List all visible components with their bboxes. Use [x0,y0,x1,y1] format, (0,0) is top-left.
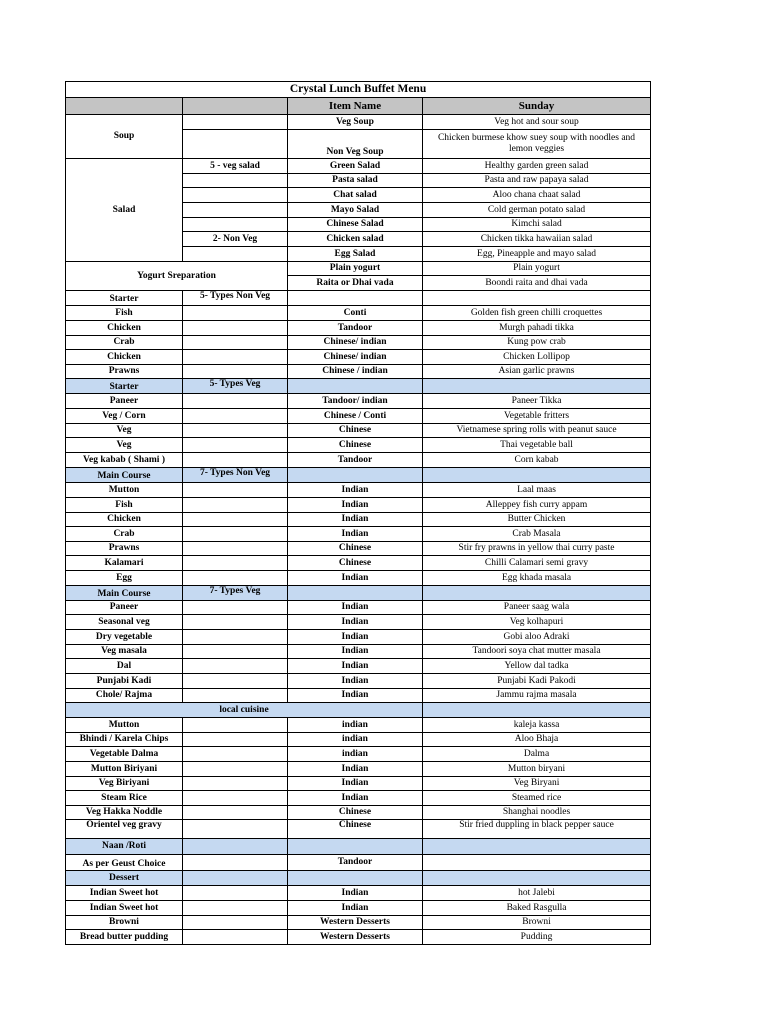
table-row [66,115,651,130]
category-cell: Naan /Roti [66,839,183,855]
category-cell: Dry vegetable [66,630,183,645]
category-cell: Orientel veg gravy [66,820,183,839]
dish-cell: Alleppey fish curry appam [423,498,651,513]
item-name-cell: Indian [288,615,423,630]
dish-cell: Corn kabab [423,453,651,468]
table-row [66,777,651,791]
dish-cell: Murgh pahadi tikka [423,321,651,336]
item-name-cell: Indian [288,791,423,806]
category-cell: Paneer [66,394,183,409]
title-row [66,82,651,98]
item-name-cell: Indian [288,901,423,916]
dish-cell: Shanghai noodles [423,806,651,820]
dish-cell: Aloo Bhaja [423,733,651,747]
item-name-cell: Chinese [288,556,423,571]
category-cell: Starter [66,291,183,306]
category-cell: Dal [66,659,183,674]
item-name-cell: Egg Salad [288,247,423,262]
table-row [66,659,651,674]
category-cell: Indian Sweet hot [66,901,183,916]
dish-cell: Baked Rasgulla [423,901,651,916]
dish-cell: Vegetable fritters [423,409,651,424]
category-cell: Chicken [66,321,183,336]
category-cell: Crab [66,527,183,542]
item-name-cell: Tandoor [288,855,423,871]
item-name-cell: Indian [288,513,423,527]
dish-cell: Browni [423,916,651,930]
table-row [66,159,651,174]
item-name-cell: Chinese [288,424,423,438]
category-cell: Veg kabab ( Shami ) [66,453,183,468]
item-name-cell: Tandoor/ indian [288,394,423,409]
section-row [66,586,651,601]
note-cell: 7- Types Non Veg [183,468,288,483]
table-row [66,645,651,659]
category-cell: Yogurt Sreparation [66,262,288,291]
header-row [66,98,651,115]
table-row [66,762,651,777]
category-cell: Veg masala [66,645,183,659]
category-cell: Vegetable Dalma [66,747,183,762]
item-name-cell: Mayo Salad [288,203,423,218]
dish-cell: Chilli Calamari semi gravy [423,556,651,571]
table-row [66,409,651,424]
dish-cell: Crab Masala [423,527,651,542]
table-row [66,689,651,703]
category-cell: Mutton [66,483,183,498]
table-row [66,438,651,453]
table-row [66,747,651,762]
section-row [66,839,651,855]
item-name-cell: Tandoor [288,321,423,336]
dish-cell: Pasta and raw papaya salad [423,174,651,188]
item-name-cell: Indian [288,498,423,513]
table-row [66,718,651,733]
dish-cell: Aloo chana chaat salad [423,188,651,203]
category-cell: Crab [66,336,183,350]
dish-cell: Dalma [423,747,651,762]
table-row [66,615,651,630]
item-name-cell: Indian [288,483,423,498]
category-cell: Soup [66,115,183,159]
item-name-cell: Chat salad [288,188,423,203]
category-cell: Veg [66,424,183,438]
item-name-cell: indian [288,733,423,747]
item-name-cell: indian [288,718,423,733]
item-name-cell: Green Salad [288,159,423,174]
section-row [66,703,651,718]
dish-cell: Healthy garden green salad [423,159,651,174]
category-cell: Kalamari [66,556,183,571]
item-name-cell: Chinese / indian [288,365,423,379]
table-row [66,820,651,839]
table-row [66,916,651,930]
dish-cell: Plain yogurt [423,262,651,276]
table-row [66,336,651,350]
item-name-cell: Veg Soup [288,115,423,130]
dish-cell: Steamed rice [423,791,651,806]
table-row [66,601,651,615]
item-name-cell: Tandoor [288,453,423,468]
category-cell: Fish [66,498,183,513]
header-day: Sunday [423,98,651,115]
item-name-cell: Chinese [288,438,423,453]
category-cell: Chicken [66,350,183,365]
item-name-cell: indian [288,747,423,762]
table-row [66,350,651,365]
header-col1 [66,98,183,115]
category-cell: Mutton [66,718,183,733]
category-cell: Chole/ Rajma [66,689,183,703]
item-name-cell: Indian [288,527,423,542]
note-cell: 5- Types Non Veg [183,291,288,306]
dish-cell: Boondi raita and dhai vada [423,276,651,291]
dish-cell: Egg, Pineapple and mayo salad [423,247,651,262]
dish-cell: Mutton biryani [423,762,651,777]
item-name-cell: Indian [288,886,423,901]
category-cell: Main Course [66,468,183,483]
item-name-cell: Indian [288,645,423,659]
table-row [66,571,651,586]
table-row [66,630,651,645]
dish-cell: Thai vegetable ball [423,438,651,453]
category-cell: Veg Biriyani [66,777,183,791]
item-name-cell: Indian [288,674,423,689]
category-cell: Egg [66,571,183,586]
section-label: local cuisine [66,703,423,718]
dish-cell: Gobi aloo Adraki [423,630,651,645]
dish-cell: Pudding [423,930,651,945]
dish-cell: kaleja kassa [423,718,651,733]
item-name-cell: Indian [288,777,423,791]
item-name-cell: Chinese [288,820,423,839]
item-name-cell: Pasta salad [288,174,423,188]
table-row [66,365,651,379]
category-cell: Veg Hakka Noddle [66,806,183,820]
table-row [66,527,651,542]
category-cell: Prawns [66,542,183,556]
table-row [66,498,651,513]
category-cell: Chicken [66,513,183,527]
category-cell: Seasonal veg [66,615,183,630]
item-name-cell: Indian [288,659,423,674]
dish-cell: Tandoori soya chat mutter masala [423,645,651,659]
item-name-cell: Chicken salad [288,232,423,247]
header-col2 [183,98,288,115]
dish-cell: Veg kolhapuri [423,615,651,630]
table-row [66,930,651,945]
table-row [66,262,651,276]
note-cell: 5- Types Veg [183,379,288,394]
table-row [66,321,651,336]
section-row [66,468,651,483]
category-cell: Veg / Corn [66,409,183,424]
category-cell: Main Course [66,586,183,601]
header-item-name: Item Name [288,98,423,115]
dish-cell: Stir fried duppling in black pepper sauce [423,820,651,839]
section-row [66,379,651,394]
table-row [66,291,651,306]
dish-cell: Egg khada masala [423,571,651,586]
item-name-cell: Western Desserts [288,916,423,930]
note-cell: 2- Non Veg [183,232,288,247]
category-cell: Mutton Biriyani [66,762,183,777]
dish-cell: Paneer saag wala [423,601,651,615]
category-cell: Prawns [66,365,183,379]
table-row [66,886,651,901]
table-row [66,394,651,409]
item-name-cell: Plain yogurt [288,262,423,276]
item-name-cell: Indian [288,630,423,645]
dish-cell: Kimchi salad [423,218,651,232]
table-row [66,733,651,747]
dish-cell: Jammu rajma masala [423,689,651,703]
table-row [66,306,651,321]
table-row [66,674,651,689]
dish-cell: Asian garlic prawns [423,365,651,379]
note-cell: 7- Types Veg [183,586,288,601]
dish-cell: Vietnamese spring rolls with peanut sauce [423,424,651,438]
dish-cell: Paneer Tikka [423,394,651,409]
dish-cell: Chicken tikka hawaiian salad [423,232,651,247]
table-row [66,542,651,556]
item-name-cell: Chinese Salad [288,218,423,232]
dish-cell: Chicken burmese khow suey soup with noodles and lemon veggies [423,130,651,159]
dish-cell: Chicken Lollipop [423,350,651,365]
category-cell: Punjabi Kadi [66,674,183,689]
category-cell: Dessert [66,871,183,886]
dish-cell: hot Jalebi [423,886,651,901]
table-row [66,806,651,820]
table-row [66,791,651,806]
item-name-cell: Indian [288,689,423,703]
table-row [66,556,651,571]
section-row [66,871,651,886]
dish-cell [423,855,651,871]
item-name-cell: Chinese [288,806,423,820]
dish-cell: Kung pow crab [423,336,651,350]
dish-cell: Yellow dal tadka [423,659,651,674]
table-row [66,483,651,498]
category-cell: Browni [66,916,183,930]
item-name-cell: Western Desserts [288,930,423,945]
category-cell: Starter [66,379,183,394]
dish-cell: Cold german potato salad [423,203,651,218]
item-name-cell: Indian [288,571,423,586]
category-cell: Paneer [66,601,183,615]
item-name-cell: Chinese/ indian [288,350,423,365]
category-cell: Steam Rice [66,791,183,806]
item-name-cell: Chinese / Conti [288,409,423,424]
note-cell: 5 - veg salad [183,159,288,174]
table-row [66,513,651,527]
menu-title: Crystal Lunch Buffet Menu [66,82,651,98]
item-name-cell: Chinese/ indian [288,336,423,350]
item-name-cell: Non Veg Soup [288,130,423,159]
dish-cell: Butter Chicken [423,513,651,527]
table-row [66,424,651,438]
dish-cell: Veg Biryani [423,777,651,791]
item-name-cell: Chinese [288,542,423,556]
item-name-cell: Raita or Dhai vada [288,276,423,291]
dish-cell: Veg hot and sour soup [423,115,651,130]
category-cell: Bread butter pudding [66,930,183,945]
dish-cell: Punjabi Kadi Pakodi [423,674,651,689]
dish-cell: Golden fish green chilli croquettes [423,306,651,321]
category-cell: Fish [66,306,183,321]
dish-cell: Stir fry prawns in yellow thai curry paste [423,542,651,556]
table-row [66,901,651,916]
category-cell: Indian Sweet hot [66,886,183,901]
category-cell: As per Geust Choice [66,855,183,871]
table-row [66,855,651,871]
table-row [66,453,651,468]
dish-cell: Laal maas [423,483,651,498]
buffet-menu-table [65,81,651,945]
category-cell: Veg [66,438,183,453]
item-name-cell: Indian [288,762,423,777]
category-cell: Bhindi / Karela Chips [66,733,183,747]
item-name-cell: Indian [288,601,423,615]
category-cell: Salad [66,159,183,262]
item-name-cell: Conti [288,306,423,321]
